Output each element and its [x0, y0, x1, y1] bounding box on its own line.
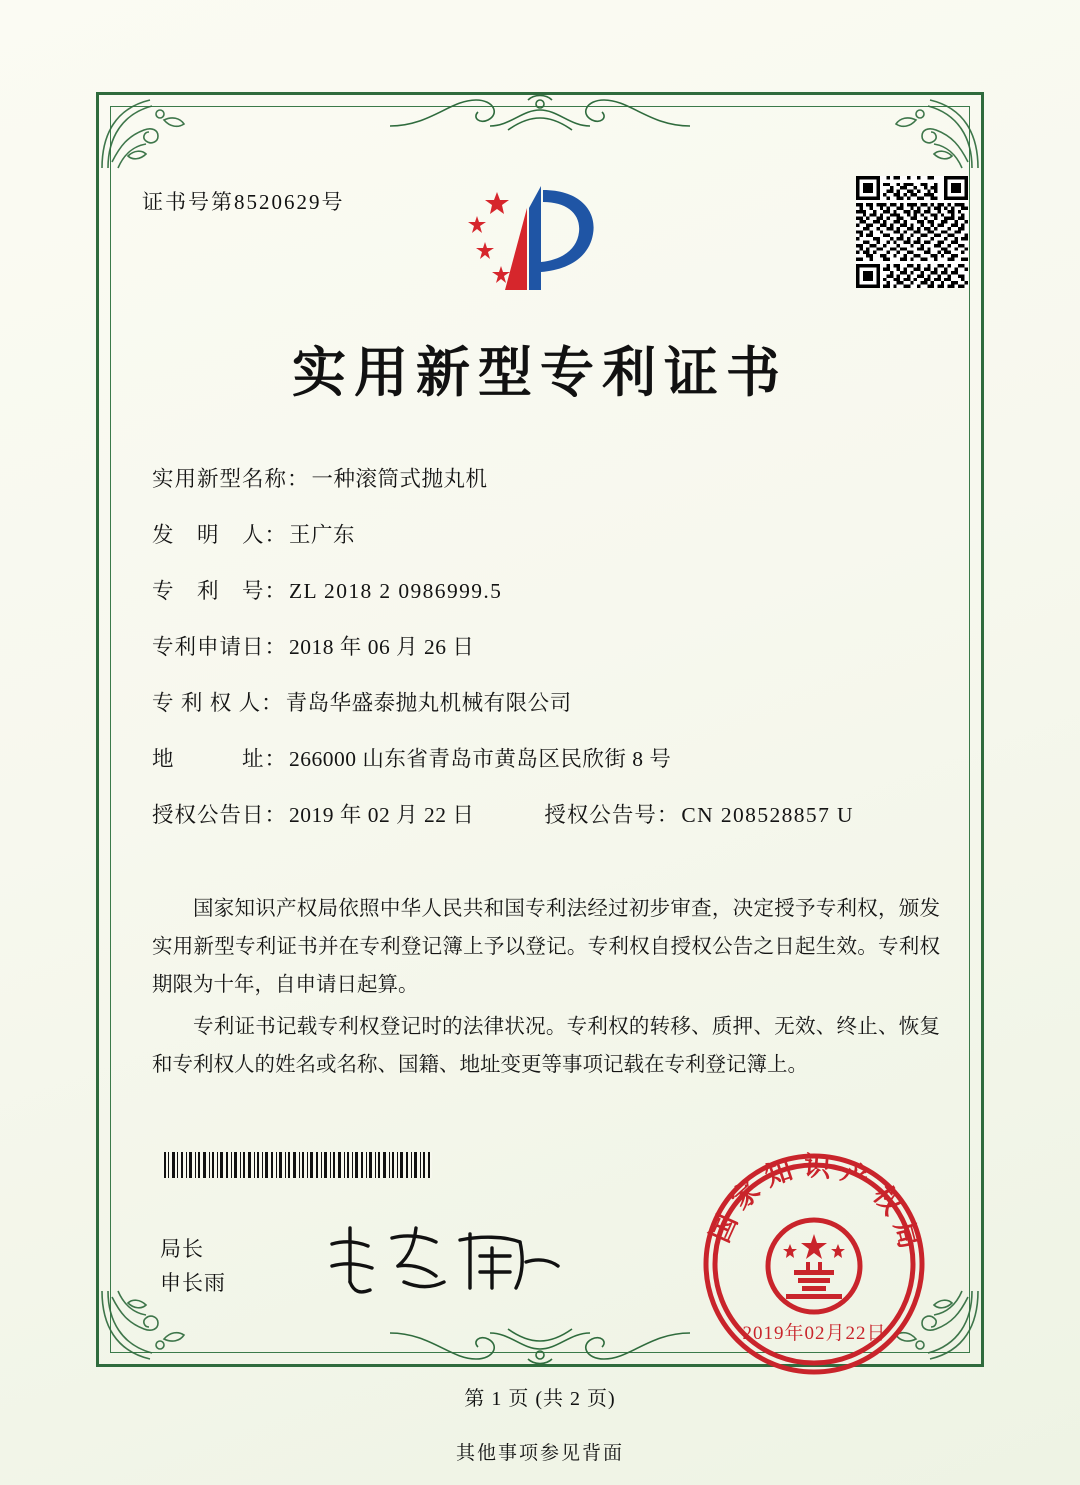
- field-value-grant-number: CN 208528857 U: [681, 803, 854, 827]
- certificate-number: 证书号第8520629号: [142, 190, 345, 214]
- svg-text:国家知识产权局: 国家知识产权局: [704, 1150, 927, 1261]
- field-value: ZL 2018 2 0986999.5: [289, 579, 503, 603]
- field-row-patentee: [152, 686, 940, 717]
- legal-paragraph-2: 专利证书记载专利权登记时的法律状况。专利权的转移、质押、无效、终止、恢复和专利权人的姓名或名称、国籍、地址变更等事项记载在专利登记簿上。: [152, 1016, 940, 1076]
- legal-text-block: [152, 890, 940, 1088]
- field-label: 地 址：: [152, 747, 288, 771]
- signatory-name: 申长雨: [160, 1271, 226, 1295]
- field-value-grant-date: 2019 年 02 月 22 日: [289, 803, 475, 827]
- field-value: 2018 年 06 月 26 日: [289, 635, 475, 659]
- cnipa-patent-emblem-icon: [455, 178, 625, 298]
- field-label: 专 利 权 人：: [152, 691, 284, 715]
- signatory-role: 局长: [160, 1237, 204, 1261]
- field-value: 青岛华盛泰抛丸机械有限公司: [285, 691, 572, 715]
- qr-code-icon: [856, 176, 968, 288]
- field-row-grant-announcement: [152, 798, 940, 829]
- legal-paragraph-1: 国家知识产权局依照中华人民共和国专利法经过初步审查，决定授予专利权，颁发实用新型专利证书并在专利登记簿上予以登记。专利权自授权公告之日起生效。专利权期限为十年，自申请日起算。: [152, 898, 940, 996]
- seal-date: 2019年02月22日: [742, 1323, 887, 1344]
- corner-ornament-icon: [98, 94, 190, 172]
- field-label-grant-date: 授权公告日：: [152, 803, 288, 827]
- page-number-footer: 第 1 页 (共 2 页): [464, 1388, 616, 1410]
- page-title: 实用新型专利证书: [292, 343, 788, 403]
- handwritten-signature-icon: [320, 1218, 570, 1303]
- corner-ornament-icon: [890, 94, 982, 172]
- field-value: 王广东: [289, 523, 356, 547]
- field-label: 发 明 人：: [152, 523, 288, 547]
- field-row-patent-number: [152, 574, 940, 605]
- field-row-utility-model-name: [152, 462, 940, 493]
- field-label: 实用新型名称：: [152, 467, 310, 491]
- field-row-address: [152, 742, 940, 773]
- official-round-seal-icon: [698, 1148, 930, 1380]
- field-value: 266000 山东省青岛市黄岛区民欣街 8 号: [289, 747, 672, 771]
- bottom-flourish-icon: [390, 1317, 690, 1373]
- barcode-icon: [162, 1152, 432, 1178]
- field-value: 一种滚筒式抛丸机: [311, 467, 488, 491]
- field-label: 专 利 号：: [152, 579, 288, 603]
- field-label: 专利申请日：: [152, 635, 288, 659]
- field-row-application-date: [152, 630, 940, 661]
- signature-block: [160, 1232, 226, 1300]
- top-flourish-icon: [390, 86, 690, 142]
- field-label-grant-number: 授权公告号：: [544, 803, 680, 827]
- field-list: [152, 462, 940, 854]
- back-page-note: 其他事项参见背面: [455, 1443, 624, 1464]
- field-row-inventor: [152, 518, 940, 549]
